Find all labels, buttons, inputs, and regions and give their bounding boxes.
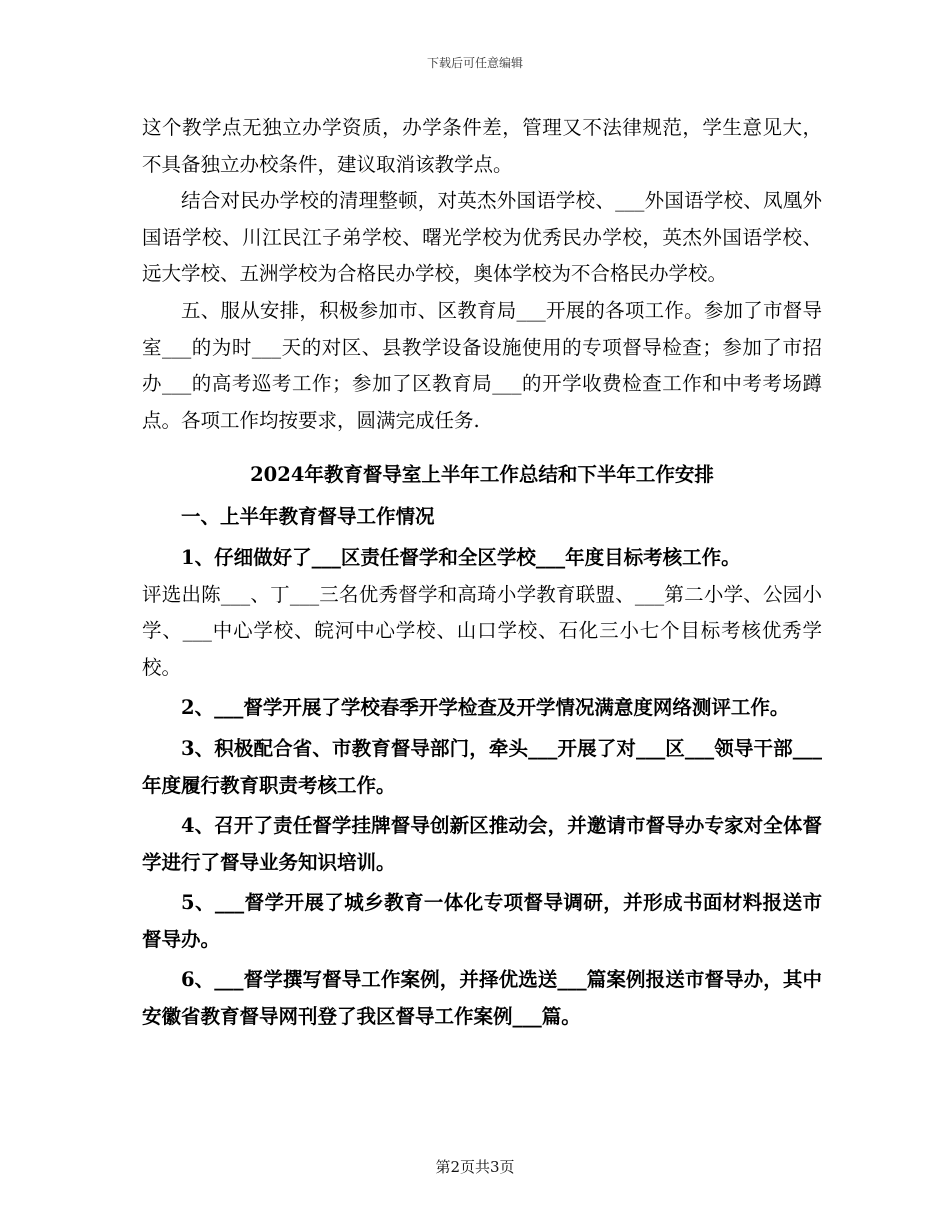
paragraph-teaching-point: 这个教学点无独立办学资质，办学条件差，管理又不法律规范，学生意见大，不具备独立办校条件，建议取消该教学点。 — [142, 116, 822, 176]
section-title: 2024年教育督导室上半年工作总结和下半年工作安排 — [250, 463, 714, 487]
page-header: 下载后可任意编辑 — [426, 56, 523, 70]
item-4: 4、召开了责任督学挂牌督导创新区推动会，并邀请市督导办专家对全体督学进行了督导业务知识培训。 — [142, 814, 822, 874]
item-6: 6、___督学撰写督导工作案例，并择优选送___篇案例报送市督导办，其中安徽省教育督导网刊登了我区督导工作案例___篇。 — [142, 968, 822, 1029]
item-1-text: 评选出陈___、丁___三名优秀督学和高琦小学教育联盟、___第二小学、公园小学、___中心学校、皖河中心学校、山口学校、石化三小七个目标考核优秀学校。 — [142, 582, 822, 679]
item-1-heading: 1、仔细做好了___区责任督学和全区学校___年度目标考核工作。 — [181, 545, 741, 569]
document-body — [142, 110, 822, 1036]
item-2: 2、___督学开展了学校春季开学检查及开学情况满意度网络测评工作。 — [181, 696, 790, 720]
item-3: 3、积极配合省、市教育督导部门，牵头___开展了对___区___领导干部___年度履行教育职责考核工作。 — [142, 736, 822, 797]
heading-first-half: 一、上半年教育督导工作情况 — [181, 505, 435, 529]
paragraph-item-five: 五、服从安排，积极参加市、区教育局___开展的各项工作。参加了市督导室___的为时___天的对区、县教学设备设施使用的专项督导检查；参加了市招办___的高考巡考工作；参加了区教育局___的开学收费检查工作和中考考场蹲点。各项工作均按要求，圆满完成任务. — [142, 298, 822, 432]
paragraph-private-schools: 结合对民办学校的清理整顿，对英杰外国语学校、___外国语学校、凤凰外国语学校、川江民江子弟学校、曙光学校为优秀民办学校，英杰外国语学校、远大学校、五洲学校为合格民办学校，奥体学校为不合格民办学校。 — [142, 189, 822, 286]
item-5: 5、___督学开展了城乡教育一体化专项督导调研，并形成书面材料报送市督导办。 — [142, 891, 822, 951]
page-footer: 第2页共3页 — [435, 1158, 515, 1176]
